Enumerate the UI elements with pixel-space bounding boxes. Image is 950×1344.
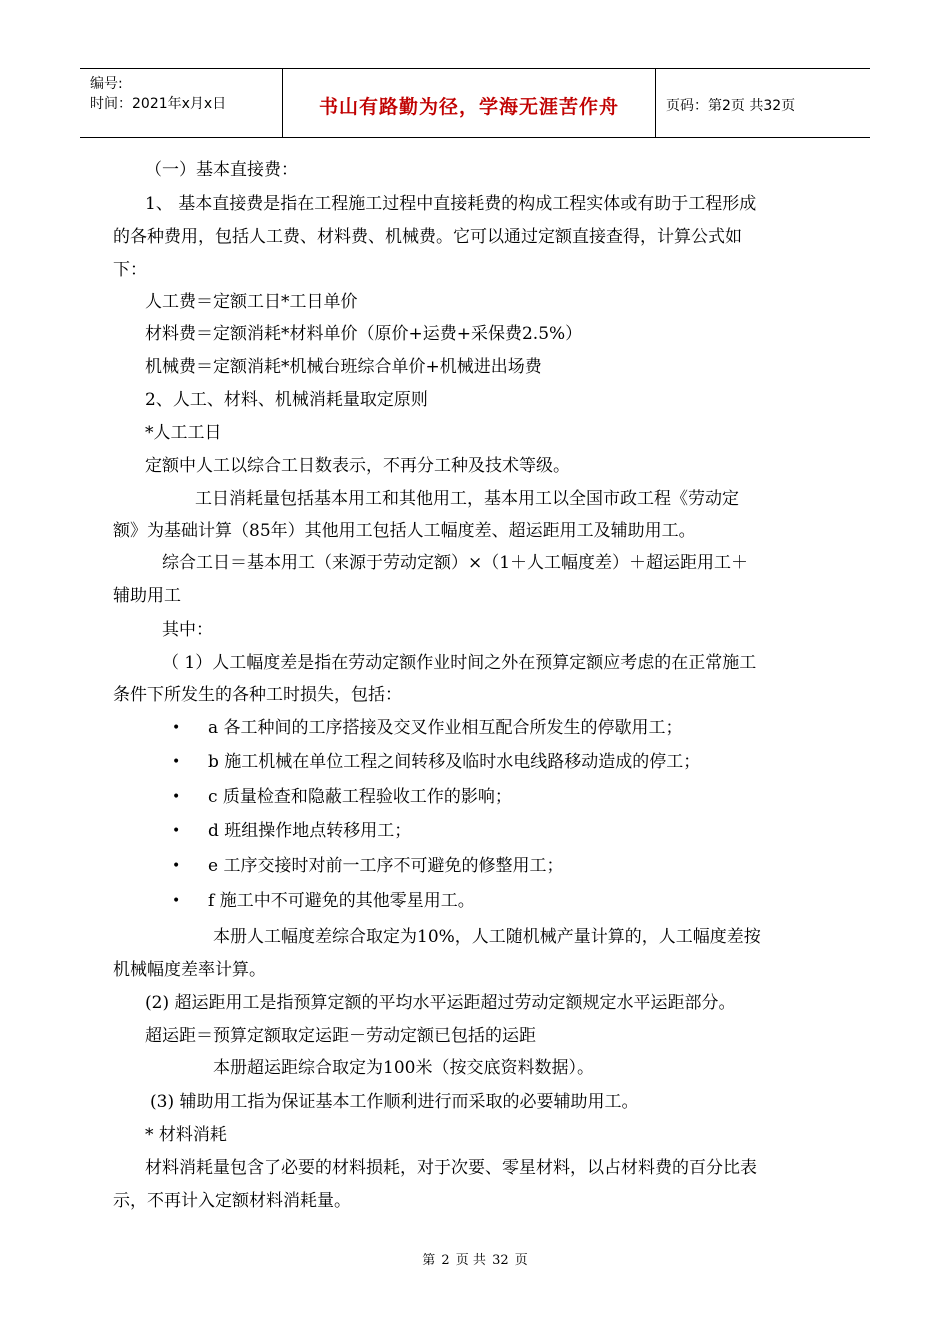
date-label: 时间：2021年x月x日 <box>90 96 227 112</box>
bullet-icon: • <box>172 789 181 805</box>
footer-total-pages: 32 <box>492 1253 509 1268</box>
section-title: （一）基本直接费： <box>145 160 298 180</box>
header-page-cell <box>656 69 870 137</box>
footer-suffix: 页 <box>514 1253 528 1268</box>
paragraph-7-line-1: 本册人工幅度差综合取定为10%，人工随机械产量计算的，人工幅度差按 <box>213 927 761 947</box>
paragraph-12: * 材料消耗 <box>145 1125 227 1145</box>
paragraph-3-line-1: 工日消耗量包括基本用工和其他用工，基本用工以全国市政工程《劳动定 <box>195 489 739 509</box>
paragraph-1-line-3: 下： <box>113 260 147 280</box>
paragraph-5: 其中： <box>162 620 213 640</box>
paragraph-13-line-2: 示，不再计入定额材料消耗量。 <box>113 1191 351 1211</box>
footer-mid: 页 共 <box>455 1253 486 1268</box>
paragraph-1-line-1: 1、 基本直接费是指在工程施工过程中直接耗费的构成工程实体或有助于工程形成 <box>145 194 757 214</box>
paragraph-3-line-2: 额》为基础计算（85年）其他用工包括人工幅度差、超运距用工及辅助用工。 <box>113 521 696 541</box>
list-item: f 施工中不可避免的其他零星用工。 <box>208 891 475 911</box>
list-item: b 施工机械在单位工程之间转移及临时水电线路移动造成的停工； <box>208 752 701 772</box>
bullet-icon: • <box>172 754 181 770</box>
header-left-cell <box>80 69 282 137</box>
page-info: 页码：第2页 共32页 <box>666 98 796 114</box>
list-item: e 工序交接时对前一工序不可避免的修整用工； <box>208 856 564 876</box>
subsection-2-title: 2、人工、材料、机械消耗量取定原则 <box>145 390 428 410</box>
paragraph-7-line-2: 机械幅度差率计算。 <box>113 960 266 980</box>
formula-labor: 人工费＝定额工日*工日单价 <box>145 292 358 312</box>
motto: 书山有路勤为径，学海无涯苦作舟 <box>318 96 619 118</box>
paragraph-6-line-2: 条件下所发生的各种工时损失，包括： <box>113 685 402 705</box>
serial-label: 编号: <box>90 76 123 92</box>
paragraph-9: 超运距＝预算定额取定运距－劳动定额已包括的运距 <box>145 1026 536 1046</box>
formula-machine: 机械费＝定额消耗*机械台班综合单价+机械进出场费 <box>145 357 542 377</box>
bullet-icon: • <box>172 893 181 909</box>
paragraph-6-line-1: （ 1）人工幅度差是指在劳动定额作业时间之外在预算定额应考虑的在正常施工 <box>162 653 757 673</box>
paragraph-2: 定额中人工以综合工日数表示，不再分工种及技术等级。 <box>145 456 570 476</box>
subsection-labor-days: *人工工日 <box>145 423 222 443</box>
bullet-icon: • <box>172 720 181 736</box>
page-header <box>80 68 870 138</box>
list-item: d 班组操作地点转移用工； <box>208 821 412 841</box>
bullet-icon: • <box>172 823 181 839</box>
footer-page-number: 2 <box>441 1253 450 1268</box>
bullet-icon: • <box>172 858 181 874</box>
paragraph-13-line-1: 材料消耗量包含了必要的材料损耗，对于次要、零星材料，以占材料费的百分比表 <box>145 1158 757 1178</box>
paragraph-4-line-1: 综合工日＝基本用工（来源于劳动定额）×（1＋人工幅度差）＋超运距用工＋ <box>162 553 749 573</box>
list-item: a 各工种间的工序搭接及交叉作业相互配合所发生的停歇用工； <box>208 718 683 738</box>
footer-prefix: 第 <box>422 1253 436 1268</box>
page-footer <box>0 1249 950 1268</box>
paragraph-10: 本册超运距综合取定为100米（按交底资料数据）。 <box>213 1058 594 1078</box>
paragraph-8: (2) 超运距用工是指预算定额的平均水平运距超过劳动定额规定水平运距部分。 <box>145 993 736 1013</box>
paragraph-11: (3) 辅助用工指为保证基本工作顺利进行而采取的必要辅助用工。 <box>150 1092 639 1112</box>
list-item: c 质量检查和隐蔽工程验收工作的影响； <box>208 787 512 807</box>
header-motto-cell <box>282 69 656 137</box>
paragraph-4-line-2: 辅助用工 <box>113 586 181 606</box>
paragraph-1-line-2: 的各种费用，包括人工费、材料费、机械费。它可以通过定额直接查得，计算公式如 <box>113 227 742 247</box>
formula-material: 材料费＝定额消耗*材料单价（原价+运费+采保费2.5%） <box>145 324 583 344</box>
